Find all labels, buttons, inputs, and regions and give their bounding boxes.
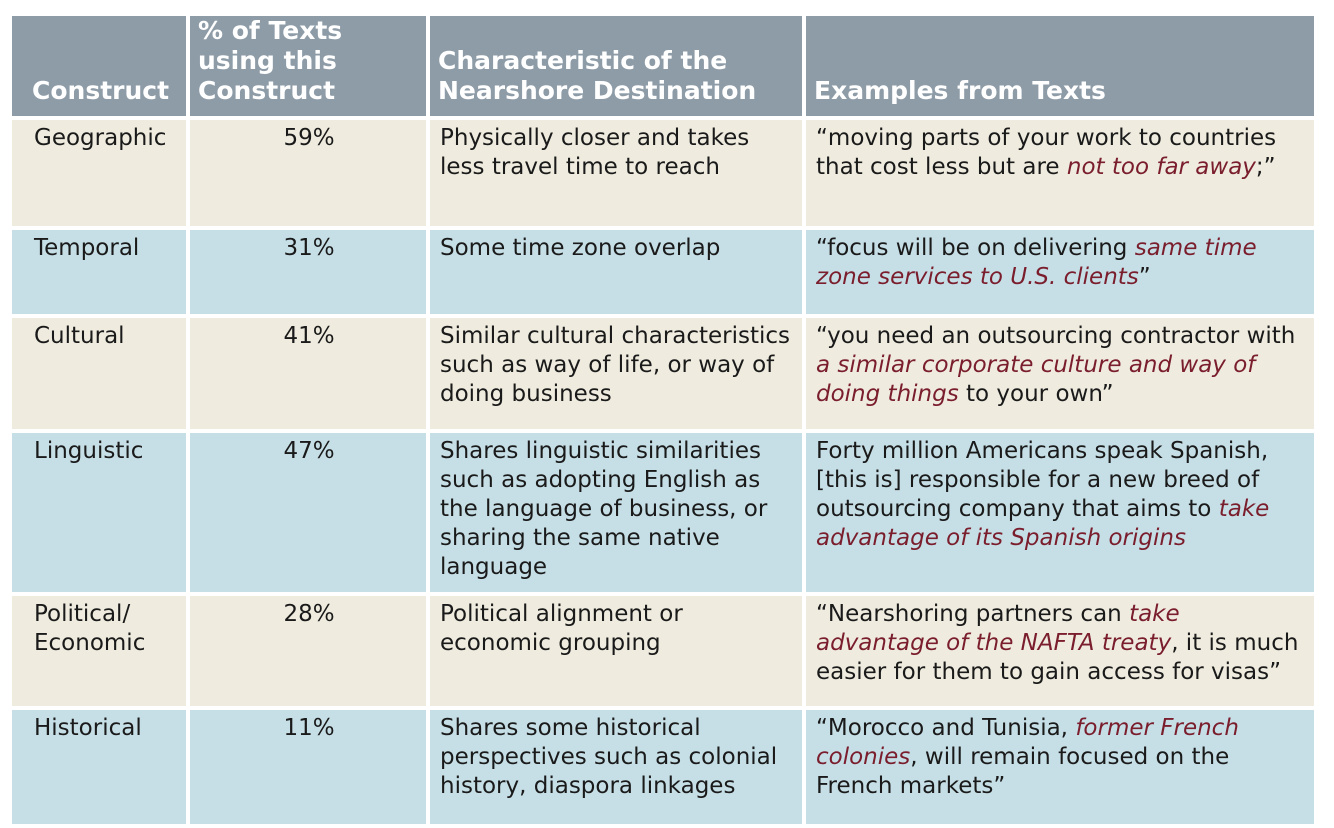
table-header-row xyxy=(12,16,1314,116)
example-cell xyxy=(806,120,1314,226)
construct-cell: Temporal xyxy=(12,230,186,314)
example-segment: Forty million Americans speak Spanish, [this is] responsible for a new breed of outsourcing company that aims to xyxy=(816,438,1269,522)
nearshore-constructs-table-container xyxy=(12,16,1312,799)
header-percent-texts: % of Texts using this Construct xyxy=(190,16,426,116)
characteristic-cell: Similar cultural characteristics such as way of life, or way of doing business xyxy=(430,318,802,429)
table-row xyxy=(12,120,1314,226)
construct-cell: Cultural xyxy=(12,318,186,429)
table-row xyxy=(12,596,1314,706)
percent-cell: 31% xyxy=(190,230,426,314)
example-segment: , will remain focused on the French markets” xyxy=(816,744,1230,799)
example-segment: “focus will be on delivering xyxy=(816,235,1135,261)
example-highlight: a similar corporate culture and way of doing things xyxy=(816,352,1256,407)
characteristic-cell: Political alignment or economic grouping xyxy=(430,596,802,706)
header-examples: Examples from Texts xyxy=(806,16,1314,116)
header-construct: Construct xyxy=(12,16,186,116)
construct-cell: Geographic xyxy=(12,120,186,226)
example-highlight: not too far away xyxy=(1066,154,1256,180)
example-segment: “Morocco and Tunisia, xyxy=(816,715,1076,741)
example-highlight: former French colonies xyxy=(816,715,1239,770)
header-characteristic: Characteristic of the Nearshore Destination xyxy=(430,16,802,116)
example-cell xyxy=(806,433,1314,592)
table-row xyxy=(12,433,1314,592)
construct-cell: Linguistic xyxy=(12,433,186,592)
example-segment: ” xyxy=(1138,264,1151,290)
percent-cell: 11% xyxy=(190,710,426,824)
example-segment: “you need an outsourcing contractor with xyxy=(816,323,1296,349)
table-row xyxy=(12,710,1314,824)
example-highlight: take advantage of the NAFTA treaty xyxy=(816,601,1180,656)
example-highlight: same time zone services to U.S. clients xyxy=(816,235,1257,290)
table-row xyxy=(12,230,1314,314)
example-segment: to your own” xyxy=(958,381,1114,407)
characteristic-cell: Shares linguistic similarities such as adopting English as the language of business, or sharing the same native language xyxy=(430,433,802,592)
example-segment: “moving parts of your work to countries that cost less but are xyxy=(816,125,1277,180)
percent-cell: 47% xyxy=(190,433,426,592)
characteristic-cell: Shares some historical perspectives such as colonial history, diaspora linkages xyxy=(430,710,802,824)
characteristic-cell: Physically closer and takes less travel time to reach xyxy=(430,120,802,226)
example-highlight: take advantage of its Spanish origins xyxy=(816,496,1270,551)
example-cell xyxy=(806,318,1314,429)
percent-cell: 41% xyxy=(190,318,426,429)
example-segment: ;” xyxy=(1255,154,1276,180)
characteristic-cell: Some time zone overlap xyxy=(430,230,802,314)
example-segment: “Nearshoring partners can xyxy=(816,601,1130,627)
nearshore-constructs-table xyxy=(8,12,1318,828)
example-segment: , it is much easier for them to gain access for visas” xyxy=(816,630,1299,685)
construct-cell: Political/ Economic xyxy=(12,596,186,706)
percent-cell: 59% xyxy=(190,120,426,226)
table-row xyxy=(12,318,1314,429)
example-cell xyxy=(806,596,1314,706)
example-cell xyxy=(806,230,1314,314)
example-cell xyxy=(806,710,1314,824)
construct-cell: Historical xyxy=(12,710,186,824)
percent-cell: 28% xyxy=(190,596,426,706)
